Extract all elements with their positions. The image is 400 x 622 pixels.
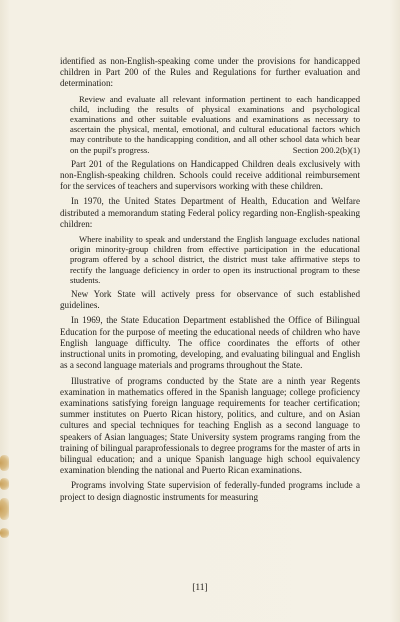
paragraph: Part 201 of the Regulations on Handicapped Children deals exclusively with non-English-speaking children. Schools could receive additional reimbursement for the services of teachers and supervisors working with these children. (60, 158, 360, 192)
paragraph: In 1970, the United States Department of Health, Education and Welfare distributed a memorandum stating Federal policy regarding non-English-speaking children: (60, 196, 360, 229)
paragraph: identified as non-English-speaking come under the provisions for handicapped children in Part 200 of the Rules and Regulations for further evaluation and determination: (60, 56, 360, 89)
edge-stain (0, 478, 9, 490)
edge-stain (0, 498, 9, 520)
paragraph: New York State will actively press for observance of such established guidelines. (60, 289, 360, 311)
block-quote (70, 94, 360, 155)
edge-stain (0, 528, 9, 538)
edge-stain (0, 455, 9, 471)
quote-text: Review and evaluate all relevant information pertinent to each handicapped child, including the results of physical examinations and psychological examinations and other suitable evaluations and examinations as necessary to ascertain the physical, mental, emotional, and cultural educational factors which may contribute to the handicapping condition, and all other school data which bear on the pupil's progress. (70, 93, 360, 155)
block-quote (70, 234, 360, 285)
citation: Section 200.2(b)(1) (292, 144, 360, 155)
body-text (60, 56, 360, 507)
paragraph: In 1969, the State Education Department established the Office of Bilingual Education for the purpose of meeting the educational needs of children who have English language difficulty. The office coordinates the efforts of other instructional units in promoting, developing, and evaluating bilingual and English as a second language materials and programs throughout the State. (60, 315, 360, 371)
paragraph: Programs involving State supervision of federally-funded programs include a project to design diagnostic instruments for measuring (60, 480, 360, 502)
paragraph: Illustrative of programs conducted by the State are a ninth year Regents examination in mathematics offered in the Spanish language; college proficiency examinations satisfying foreign language requirements for teacher certification; summer institutes on Puerto Rican history, politics, and culture, and on Asian cultures and special techniques for teaching English as a second language to speakers of Asian languages; State University system programs ranging from the training of bilingual paraprofessionals to degree programs for the master of arts in bilingual education; and a unique Spanish language high school equivalency examination blending the national and Puerto Rican examinations. (60, 375, 360, 476)
page-number: [11] (192, 583, 208, 593)
quote-text: Where inability to speak and understand the English language excludes national origin minority-group children from effective participation in the educational program offered by a school district, the district must take affirmative steps to rectify the language deficiency in order to open its instructional program to these students. (70, 234, 360, 285)
